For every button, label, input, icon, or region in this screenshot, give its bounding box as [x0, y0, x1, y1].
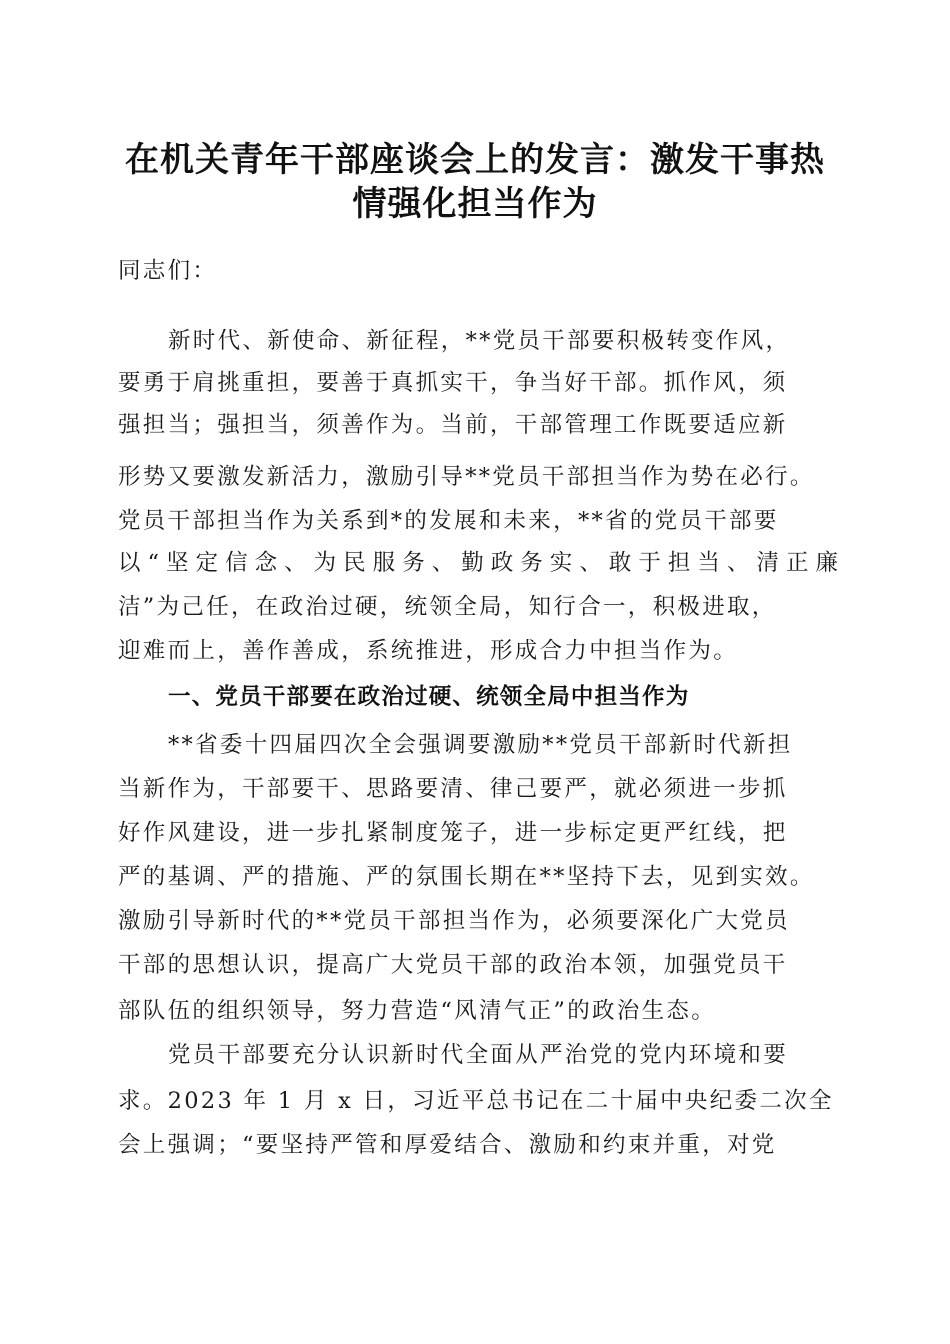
salutation: 同志们： — [118, 258, 218, 284]
paragraph-line: 形势又要激发新活力，激励引导**党员干部担当作为势在必行。 — [118, 464, 815, 490]
paragraph-line: 求。2023 年 1 月 x 日，习近平总书记在二十届中央纪委二次全 — [118, 1088, 834, 1114]
paragraph-line: 会上强调；“要坚持严管和厚爱结合、激励和约束并重，对党 — [118, 1132, 777, 1158]
paragraph-line: 新时代、新使命、新征程，**党员干部要积极转变作风， — [168, 328, 791, 354]
paragraph-line: 严的基调、严的措施、严的氛围长期在**坚持下去，见到实效。 — [118, 864, 815, 890]
paragraph-line: 迎难而上，善作善成，系统推进，形成合力中担当作为。 — [118, 638, 739, 664]
paragraph-line: 当新作为，干部要干、思路要清、律己要严，就必须进一步抓 — [118, 776, 788, 802]
paragraph-line: **省委十四届四次全会强调要激励**党员干部新时代新担 — [168, 732, 793, 758]
paragraph-line: 以“坚定信念、为民服务、勤政务实、敢于担当、清正廉 — [118, 550, 838, 576]
paragraph-line: 要勇于肩挑重担，要善于真抓实干，争当好干部。抓作风，须 — [118, 370, 788, 396]
paragraph-line: 干部的思想认识，提高广大党员干部的政治本领，加强党员干 — [118, 952, 788, 978]
document-title-line-2: 情强化担当作为 — [352, 184, 598, 224]
paragraph-line: 好作风建设，进一步扎紧制度笼子，进一步标定更严红线，把 — [118, 820, 788, 846]
paragraph-line: 洁”为己任，在政治过硬，统领全局，知行合一，积极进取， — [118, 594, 777, 620]
section-heading: 一、党员干部要在政治过硬、统领全局中担当作为 — [168, 684, 690, 710]
paragraph-line: 强担当；强担当，须善作为。当前，干部管理工作既要适应新 — [118, 412, 788, 438]
paragraph-line: 部队伍的组织领导，努力营造“风清气正”的政治生态。 — [118, 998, 717, 1024]
paragraph-line: 党员干部担当作为关系到*的发展和未来，**省的党员干部要 — [118, 508, 779, 534]
paragraph-line: 党员干部要充分认识新时代全面从严治党的党内环境和要 — [168, 1042, 789, 1068]
document-title-line-1: 在机关青年干部座谈会上的发言：激发干事热 — [125, 140, 825, 180]
paragraph-line: 激励引导新时代的**党员干部担当作为，必须要深化广大党员 — [118, 908, 790, 934]
